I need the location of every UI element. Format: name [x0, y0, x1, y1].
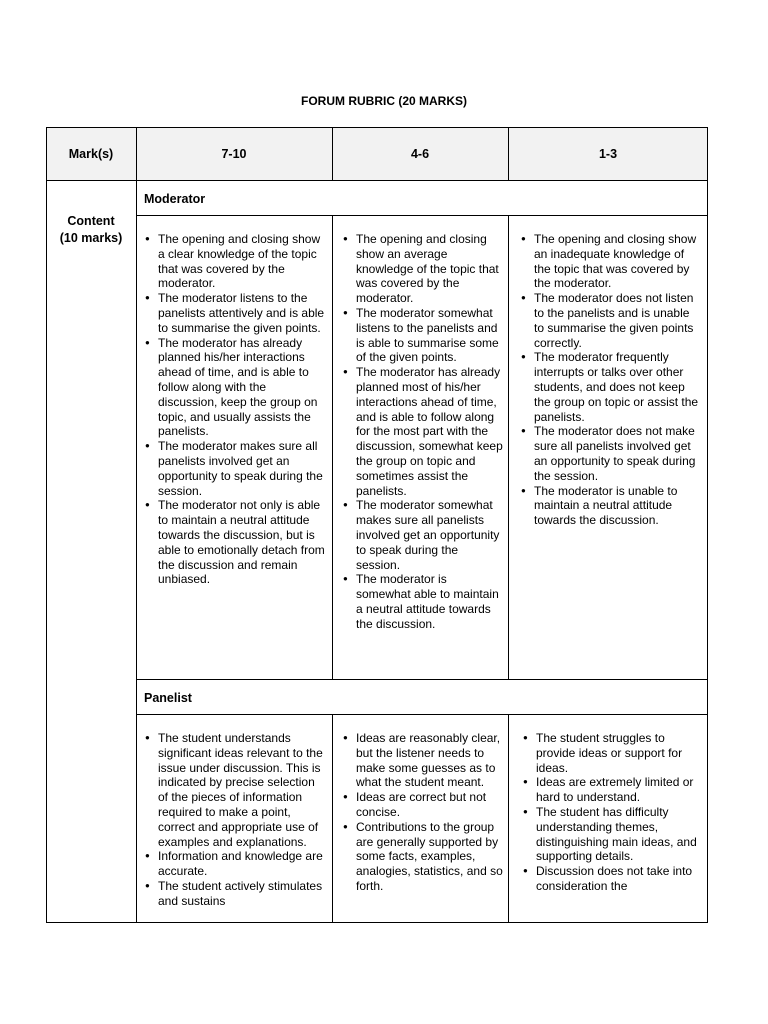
list-item: ● Information and knowledge are accurate.	[144, 849, 326, 879]
list-item: ● The opening and closing show an inadequate knowledge of the topic that was covered by the moderator.	[520, 232, 702, 291]
list-item: ● The moderator does not listen to the panelists and is unable to summarise the given points correctly.	[520, 291, 702, 350]
table-border-bottom	[46, 922, 708, 923]
list-item: ● Ideas are correct but not concise.	[342, 790, 504, 820]
list-item: ● Ideas are reasonably clear, but the listener needs to make some guesses as to what the student meant.	[342, 731, 504, 790]
list-item: ● The moderator not only is able to maintain a neutral attitude towards the discussion, but is able to emotionally detach from the discussion and remain unbiased.	[144, 498, 326, 587]
list-item: ● Ideas are extremely limited or hard to understand.	[522, 775, 704, 805]
list-item: ● The student understands significant ideas relevant to the issue under discussion. This is indicated by precise selection of the pieces of information required to make a point, correct and appropriate use of examples and explanations.	[144, 731, 326, 849]
col-divider-2-moderator	[508, 215, 509, 680]
content-label-marks: (10 marks)	[59, 231, 123, 245]
content-label	[46, 213, 136, 247]
moderator-7-10-list	[144, 232, 326, 587]
col-divider-1-panelist	[332, 714, 333, 923]
content-label-title: Content	[67, 214, 115, 228]
list-item: ● The opening and closing show a clear knowledge of the topic that was covered by the moderator.	[144, 232, 326, 291]
list-item: ● The moderator is somewhat able to maintain a neutral attitude towards the discussion.	[342, 572, 504, 631]
panelist-1-3-list	[522, 731, 704, 894]
moderator-4-6-list	[342, 232, 504, 632]
list-item: ● The moderator somewhat makes sure all panelists involved get an opportunity to speak during the session.	[342, 498, 504, 572]
list-item: ● Contributions to the group are generally supported by some facts, examples, analogies, statistics, and so forth.	[342, 820, 504, 894]
list-item: ● The student actively stimulates and sustains	[144, 879, 326, 909]
header-col-1-3: 1-3	[508, 127, 708, 181]
list-item: ● The moderator makes sure all panelists involved get an opportunity to speak during the session.	[144, 439, 326, 498]
moderator-bottom-line	[136, 679, 708, 680]
header-marks: Mark(s)	[46, 127, 136, 181]
list-item: ● The student struggles to provide ideas or support for ideas.	[522, 731, 704, 775]
marks-column-line	[136, 127, 137, 923]
panelist-7-10-list	[144, 731, 326, 909]
list-item: ● The moderator listens to the panelists attentively and is able to summarise the given points.	[144, 291, 326, 335]
section-moderator-label: Moderator	[144, 191, 206, 206]
header-bottom-line	[46, 180, 708, 181]
section-panelist-label: Panelist	[144, 690, 192, 705]
moderator-1-3-list	[520, 232, 702, 528]
moderator-label-line	[136, 215, 708, 216]
table-border-top	[46, 127, 708, 128]
list-item: ● The moderator is unable to maintain a neutral attitude towards the discussion.	[520, 484, 702, 528]
page-title: FORUM RUBRIC (20 MARKS)	[301, 94, 467, 108]
col-divider-2-panelist	[508, 714, 509, 923]
list-item: ● Discussion does not take into consideration the	[522, 864, 704, 894]
col-divider-2-header	[508, 127, 509, 181]
list-item: ● The moderator does not make sure all panelists involved get an opportunity to speak during the session.	[520, 424, 702, 483]
table-border-left	[46, 127, 47, 923]
list-item: ● The opening and closing show an average knowledge of the topic that was covered by the moderator.	[342, 232, 504, 306]
list-item: ● The moderator has already planned most of his/her interactions ahead of time, and is able to follow along for the most part with the discussion, somewhat keep the group on topic and sometimes assist the panelists.	[342, 365, 504, 498]
col-divider-1-moderator	[332, 215, 333, 680]
list-item: ● The moderator frequently interrupts or talks over other students, and does not keep the group on topic or assist the panelists.	[520, 350, 702, 424]
header-col-4-6: 4-6	[332, 127, 508, 181]
panelist-label-line	[136, 714, 708, 715]
header-col-7-10: 7-10	[136, 127, 332, 181]
table-border-right	[707, 127, 708, 923]
list-item: ● The moderator has already planned his/her interactions ahead of time, and is able to follow along with the discussion, keep the group on topic, and usually assists the panelists.	[144, 336, 326, 440]
col-divider-1-header	[332, 127, 333, 181]
list-item: ● The moderator somewhat listens to the panelists and is able to summarise some of the given points.	[342, 306, 504, 365]
list-item: ● The student has difficulty understanding themes, distinguishing main ideas, and supporting details.	[522, 805, 704, 864]
panelist-4-6-list	[342, 731, 504, 894]
